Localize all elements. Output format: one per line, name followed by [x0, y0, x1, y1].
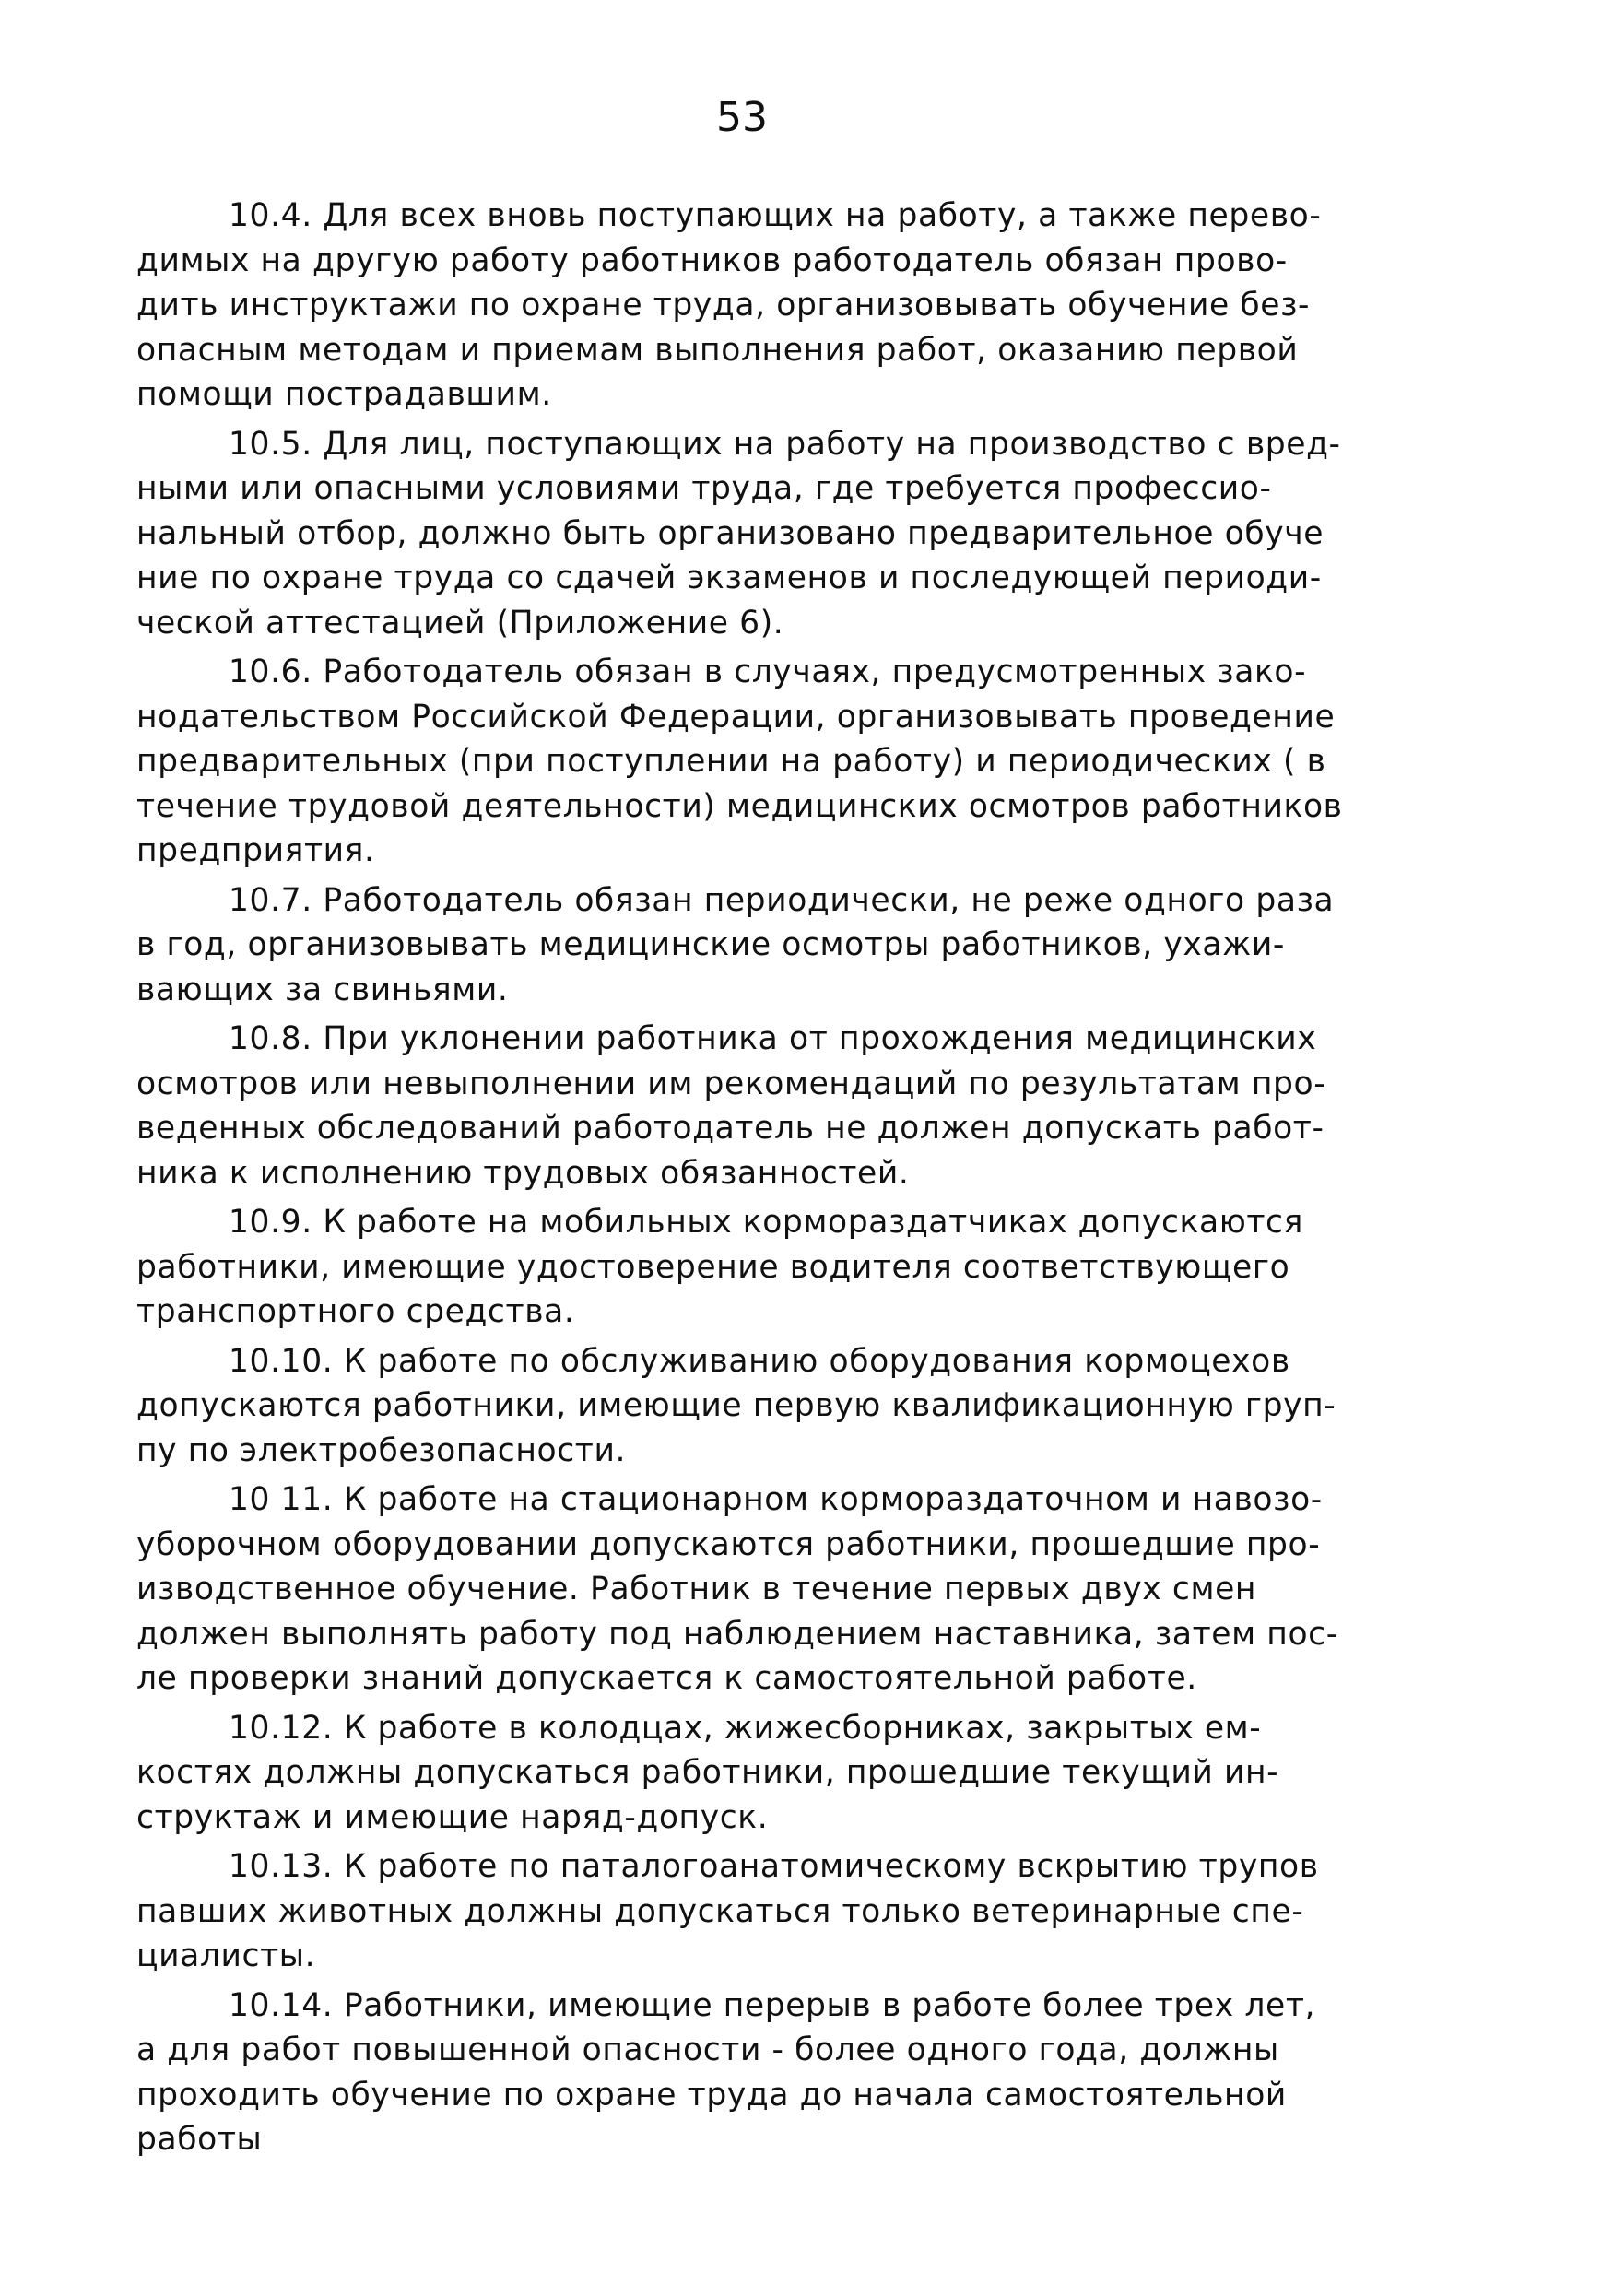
- text-line: структаж и имеющие наряд-допуск.: [136, 1798, 769, 1836]
- paragraph: [136, 1984, 1348, 2162]
- text-line: ние по охране труда со сдачей экзаменов и последующей периоди-: [136, 559, 1322, 596]
- text-line: течение трудовой деятельности) медицинских осмотров работников: [136, 787, 1343, 825]
- text-line: 10.13. К работе по паталогоанатомическому вскрытию трупов: [229, 1848, 1319, 1885]
- text-line: ника к исполнению трудовых обязанностей.: [136, 1154, 910, 1192]
- text-line: а для работ повышенной опасности - более одного года, должны: [136, 2031, 1279, 2068]
- text-line: димых на другую работу работников работодатель обязан прово-: [136, 241, 1288, 279]
- text-line: 10.8. При уклонении работника от прохождения медицинских: [229, 1020, 1317, 1057]
- page-number: 53: [716, 94, 768, 141]
- paragraph: [136, 1200, 1348, 1335]
- paragraph: [136, 650, 1348, 874]
- text-line: предприятия.: [136, 832, 375, 869]
- paragraph: [136, 878, 1348, 1013]
- text-line: предварительных (при поступлении на работу) и периодических ( в: [136, 743, 1326, 780]
- paragraph: [136, 1017, 1348, 1195]
- text-line: уборочном оборудовании допускаются работники, прошедшие про-: [136, 1525, 1321, 1563]
- text-line: транспортного средства.: [136, 1293, 575, 1330]
- text-line: 10 11. К работе на стационарном кормораздаточном и навозо-: [229, 1481, 1323, 1518]
- text-line: в год, организовывать медицинские осмотры работников, ухажи-: [136, 926, 1285, 963]
- text-line: 10.6. Работодатель обязан в случаях, предусмотренных зако-: [229, 653, 1307, 690]
- paragraph: [136, 422, 1348, 646]
- text-line: проходить обучение по охране труда до начала самостоятельной: [136, 2076, 1287, 2113]
- text-line: 10.9. К работе на мобильных кормораздатчиках допускаются: [229, 1204, 1303, 1241]
- text-line: веденных обследований работодатель не должен допускать работ-: [136, 1110, 1325, 1147]
- text-line: допускаются работники, имеющие первую квалификационную груп-: [136, 1387, 1336, 1424]
- text-line: нодательством Российской Федерации, организовывать проведение: [136, 698, 1336, 736]
- text-line: дить инструктажи по охране труда, организовывать обучение без-: [136, 287, 1311, 324]
- text-line: 10.12. К работе в колодцах, жижесборниках, закрытых ем-: [229, 1709, 1262, 1747]
- text-line: нальный отбор, должно быть организовано предварительное обуче: [136, 514, 1325, 552]
- paragraph: [136, 194, 1348, 418]
- text-line: костях должны допускаться работники, прошедшие текущий ин-: [136, 1754, 1279, 1791]
- text-line: циалисты.: [136, 1937, 316, 1974]
- text-line: ле проверки знаний допускается к самостоятельной работе.: [136, 1660, 1197, 1697]
- paragraph: [136, 1844, 1348, 1979]
- text-line: помощи пострадавшим.: [136, 376, 552, 413]
- text-line: ными или опасными условиями труда, где требуется профессио-: [136, 470, 1272, 507]
- text-line: 10.5. Для лиц, поступающих на работу на производство с вред-: [229, 425, 1341, 463]
- body-text: [136, 194, 1348, 2167]
- text-line: 10.7. Работодатель обязан периодически, не реже одного раза: [229, 881, 1335, 919]
- paragraph: [136, 1478, 1348, 1701]
- text-line: опасным методам и приемам выполнения работ, оказанию первой: [136, 331, 1299, 369]
- paragraph: [136, 1706, 1348, 1841]
- text-line: 10.10. К работе по обслуживанию оборудования кормоцехов: [229, 1342, 1290, 1380]
- text-line: работы: [136, 2121, 263, 2158]
- text-line: изводственное обучение. Работник в течение первых двух смен: [136, 1571, 1257, 1607]
- text-line: работники, имеющие удостоверение водителя соответствующего: [136, 1248, 1290, 1286]
- paragraph: [136, 1339, 1348, 1474]
- text-line: пу по электробезопасности.: [136, 1431, 627, 1469]
- text-line: осмотров или невыполнении им рекомендаций по результатам про-: [136, 1065, 1326, 1102]
- text-line: 10.14. Работники, имеющие перерыв в работе более трех лет,: [229, 1986, 1316, 2024]
- text-line: павших животных должны допускаться только ветеринарные спе-: [136, 1892, 1304, 1930]
- text-line: вающих за свиньями.: [136, 971, 509, 1008]
- text-line: должен выполнять работу под наблюдением наставника, затем пос-: [136, 1615, 1338, 1653]
- text-line: ческой аттестацией (Приложение 6).: [136, 604, 784, 642]
- text-line: 10.4. Для всех вновь поступающих на работу, а также перево-: [229, 197, 1322, 234]
